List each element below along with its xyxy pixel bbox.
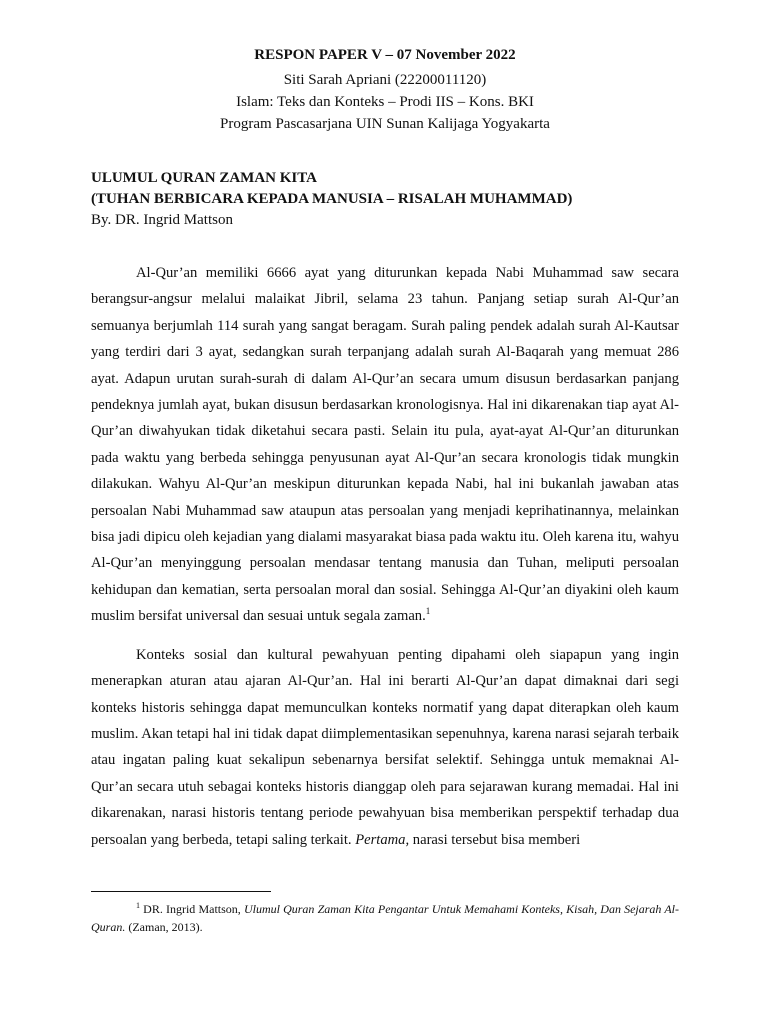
paragraph-1 — [91, 260, 679, 630]
paragraph-2 — [91, 642, 679, 853]
book-title-line2: (TUHAN BERBICARA KEPADA MANUSIA – RISALAH MUHAMMAD) — [91, 191, 573, 207]
footnote-publisher: (Zaman, 2013). — [128, 920, 203, 934]
book-heading — [91, 168, 679, 231]
footnote — [91, 900, 679, 936]
footnote-title: Ulumul Quran Zaman Kita Pengantar Untuk Memahami Konteks, Kisah, Dan Sejarah Al-Quran. — [91, 902, 680, 934]
author-line: Siti Sarah Apriani (22200011120) — [283, 72, 487, 88]
footnote-reference[interactable]: 1 — [425, 606, 431, 617]
paragraph-2-italic: Pertama, — [355, 831, 410, 848]
program-line: Program Pascasarjana UIN Sunan Kalijaga Yogyakarta — [220, 116, 550, 132]
paragraph-1-text: Al-Qur’an memiliki 6666 ayat yang diturunkan kepada Nabi Muhammad saw secara berangsur-angsur melalui malaikat Jibril, selama 23 tahun. Panjang setiap surah Al-Qur’an semuanya berjumlah 114 surah yang sangat beragam. Surah paling pendek adalah surah Al-Kautsar yang terdiri dari 3 ayat, sedangkan surah terpanjang adalah surah Al-Baqarah yang memuat 286 ayat. Adapun urutan surah-surah di dalam Al-Qur’an secara umum disusun berdasarkan panjang pendeknya jumlah ayat, bukan disusun berdasarkan kronologisnya. Hal ini dikarenakan tiap ayat Al-Qur’an diwahyukan tidak diketahui secara pasti. Selain itu pula, ayat-ayat Al-Qur’an diturunkan pada waktu yang berbeda sehingga penyusunan ayat Al-Qur’an secara kronologis tidak mungkin dilakukan. Wahyu Al-Qur’an meskipun diturunkan kepada Nabi, hal ini bukanlah jawaban atas persoalan Nabi Muhammad saw ataupun atas persoalan yang menjadi keprihatinannya, melainkan bisa jadi dipicu oleh kejadian yang dialami masyarakat biasa pada waktu itu. Oleh karena itu, wahyu Al-Qur’an menyinggung persoalan mendasar tentang manusia dan Tuhan, meliputi persoalan kehidupan dan kematian, serta persoalan moral dan sosial. Sehingga Al-Qur’an diyakini oleh kaum muslim bersifat universal dan sesuai untuk segala zaman. — [91, 265, 679, 625]
page-title: RESPON PAPER V – 07 November 2022 — [254, 47, 516, 63]
paragraph-2-text: Konteks sosial dan kultural pewahyuan penting dipahami oleh siapapun yang ingin menerapkan aturan atau ajaran Al-Qur’an. Hal ini berarti Al-Qur’an dapat dimaknai dari segi konteks historis sehingga dapat memunculkan konteks normatif yang dapat diterapkan oleh kaum muslim. Akan tetapi hal ini tidak dapat diimplementasikan sepenuhnya, karena narasi sejarah terbaik atau ingatan paling kuat sekalipun sebenarnya bersifat selektif. Sehingga untuk memaknai Al-Qur’an secara utuh sebagai konteks historis dianggap oleh para sejarawan kurang memadai. Hal ini dikarenakan, narasi historis tentang periode pewahyuan bisa memberikan perspektif terhadap dua persoalan yang berbeda, tetapi saling terkait. — [91, 646, 679, 848]
book-author: By. DR. Ingrid Mattson — [91, 212, 233, 228]
footnote-divider — [91, 891, 271, 892]
body-text — [91, 260, 679, 865]
paragraph-2-tail: narasi tersebut bisa memberi — [412, 831, 581, 848]
footnote-number: 1 — [136, 901, 140, 910]
footnote-author: DR. Ingrid Mattson, — [143, 902, 241, 916]
course-line: Islam: Teks dan Konteks – Prodi IIS – Kons. BKI — [236, 94, 534, 110]
book-title-line1: ULUMUL QURAN ZAMAN KITA — [91, 170, 317, 186]
